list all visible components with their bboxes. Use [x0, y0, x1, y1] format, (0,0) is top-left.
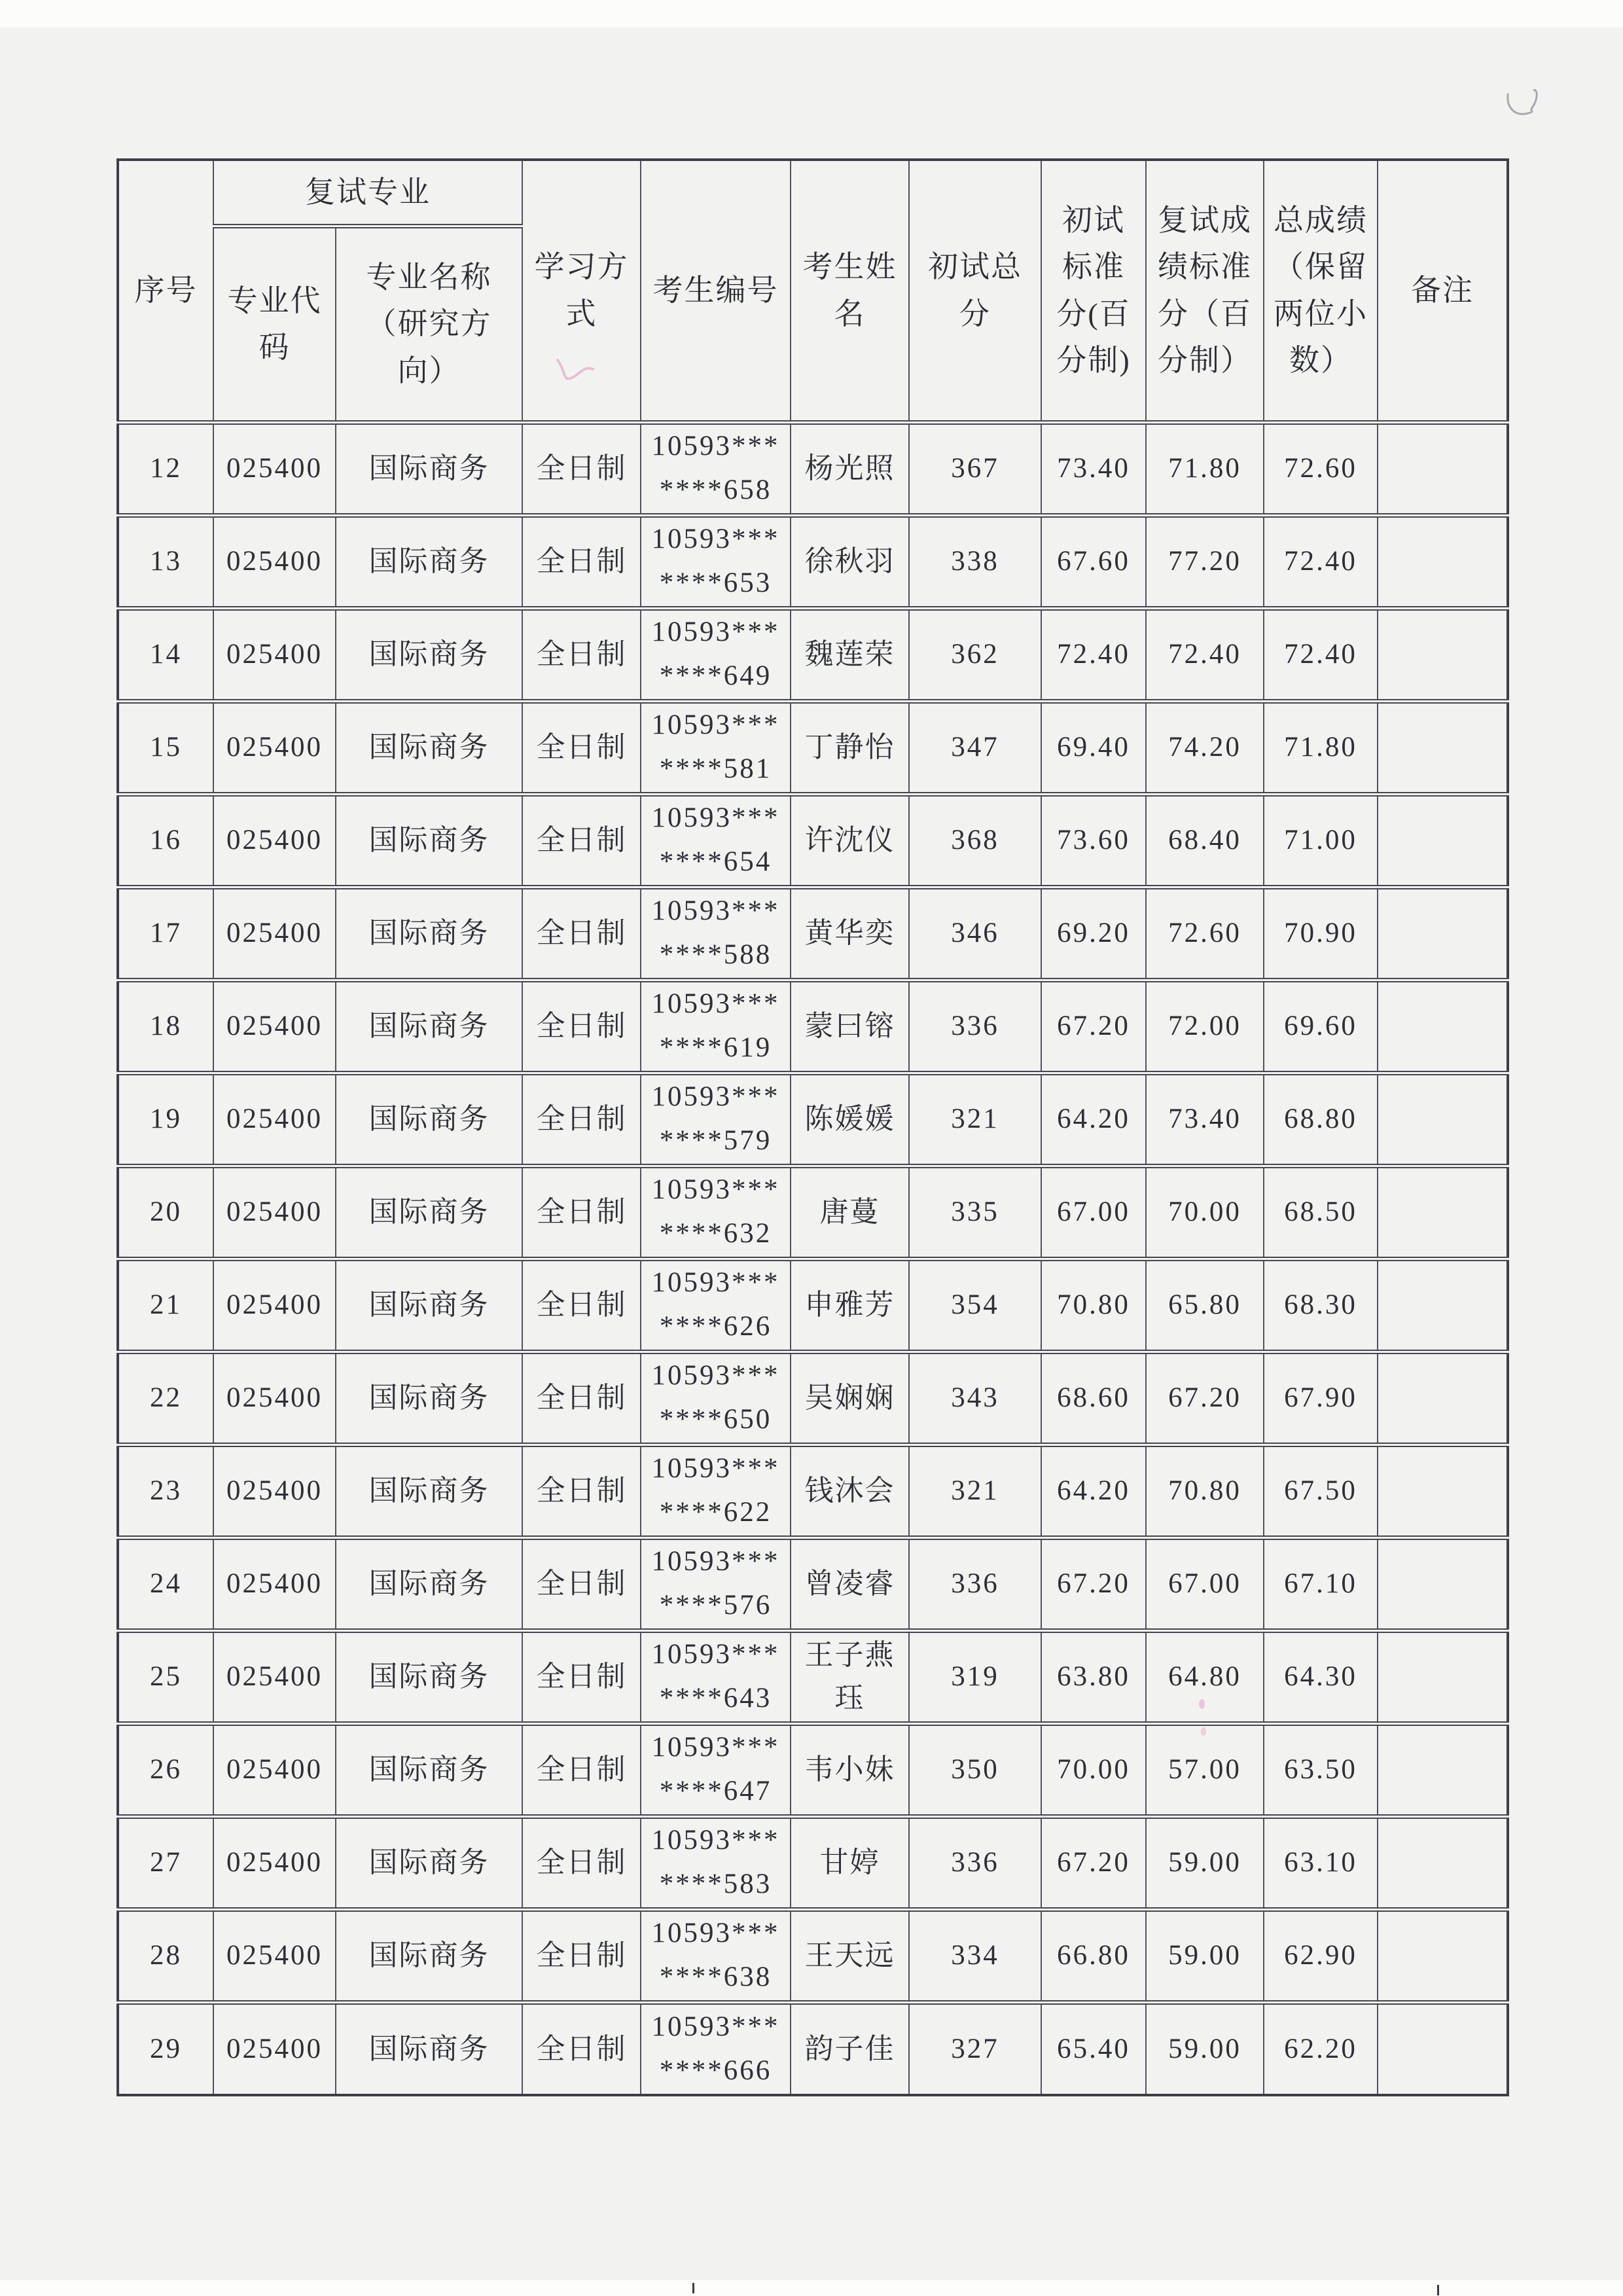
cell-total: 336	[909, 980, 1041, 1073]
header-remarks: 备注	[1378, 160, 1508, 422]
candidate-number-line2: ****654	[659, 846, 772, 877]
candidate-number-line1: 10593***	[651, 524, 780, 555]
cell-total: 346	[909, 887, 1041, 980]
cell-code: 025400	[213, 794, 336, 887]
cell-mode: 全日制	[522, 1166, 641, 1259]
header-retest-major-group: 复试专业	[213, 160, 522, 226]
candidate-number-line2: ****647	[659, 1776, 772, 1806]
cell-name: 吴娴娴	[791, 1352, 909, 1444]
cell-no: 26	[118, 1723, 213, 1816]
candidate-number-line2: ****643	[659, 1683, 772, 1713]
candidate-number-line1: 10593***	[651, 988, 780, 1020]
header-initial-standard-score: 初试标准分(百分制)	[1041, 160, 1146, 422]
cell-remark	[1378, 980, 1508, 1073]
cell-cand	[641, 1444, 791, 1537]
cell-std: 64.20	[1041, 1444, 1146, 1537]
cell-cand	[641, 422, 791, 515]
cell-remark	[1378, 1352, 1508, 1444]
cell-name: 蒙曰镕	[791, 980, 909, 1073]
cell-name: 徐秋羽	[791, 515, 909, 608]
candidate-number-line1: 10593***	[651, 802, 780, 834]
cell-final: 62.20	[1264, 2002, 1378, 2095]
header-final-score: 总成绩（保留两位小数）	[1264, 160, 1378, 422]
table-row	[118, 1444, 1508, 1537]
cell-retest: 68.40	[1146, 794, 1264, 887]
candidate-number-line2: ****653	[659, 567, 772, 598]
cell-retest: 71.80	[1146, 422, 1264, 515]
cell-final: 68.50	[1264, 1166, 1378, 1259]
cell-name: 杨光照	[791, 422, 909, 515]
cell-final: 62.90	[1264, 1909, 1378, 2002]
cell-total: 321	[909, 1444, 1041, 1537]
candidate-number-line2: ****632	[659, 1218, 772, 1249]
cell-std: 69.40	[1041, 701, 1146, 794]
cell-retest: 59.00	[1146, 1816, 1264, 1909]
scan-top-edge	[0, 0, 1623, 27]
cell-std: 67.20	[1041, 1537, 1146, 1630]
cell-code: 025400	[213, 1537, 336, 1630]
cell-mode: 全日制	[522, 1259, 641, 1352]
cell-retest: 72.00	[1146, 980, 1264, 1073]
table-row	[118, 1352, 1508, 1444]
cell-retest: 74.20	[1146, 701, 1264, 794]
cell-final: 71.00	[1264, 794, 1378, 887]
cell-code: 025400	[213, 2002, 336, 2095]
cell-no: 17	[118, 887, 213, 980]
cell-no: 21	[118, 1259, 213, 1352]
cell-name: 黄华奕	[791, 887, 909, 980]
cell-mode: 全日制	[522, 422, 641, 515]
cell-std: 67.00	[1041, 1166, 1146, 1259]
cell-remark	[1378, 701, 1508, 794]
cell-mode: 全日制	[522, 887, 641, 980]
cell-mode: 全日制	[522, 608, 641, 701]
cell-code: 025400	[213, 515, 336, 608]
cell-major: 国际商务	[336, 1444, 522, 1537]
cell-no: 14	[118, 608, 213, 701]
cell-remark	[1378, 1630, 1508, 1723]
cell-remark	[1378, 1909, 1508, 2002]
table-row	[118, 1816, 1508, 1909]
cell-name: 韦小妹	[791, 1723, 909, 1816]
cell-code: 025400	[213, 1352, 336, 1444]
cell-code: 025400	[213, 1723, 336, 1816]
header-major-name: 专业名称（研究方向）	[336, 226, 522, 422]
cell-total: 319	[909, 1630, 1041, 1723]
cell-final: 64.30	[1264, 1630, 1378, 1723]
cell-name: 王子燕珏	[791, 1630, 909, 1723]
cell-std: 68.60	[1041, 1352, 1146, 1444]
cell-retest: 59.00	[1146, 1909, 1264, 2002]
cell-remark	[1378, 1259, 1508, 1352]
cell-remark	[1378, 1816, 1508, 1909]
cell-code: 025400	[213, 1909, 336, 2002]
table-row	[118, 422, 1508, 515]
cell-std: 66.80	[1041, 1909, 1146, 2002]
cell-retest: 57.00	[1146, 1723, 1264, 1816]
table-row	[118, 1537, 1508, 1630]
candidate-number-line1: 10593***	[651, 1825, 780, 1856]
table-header	[118, 160, 1508, 422]
cell-total: 354	[909, 1259, 1041, 1352]
cell-major: 国际商务	[336, 701, 522, 794]
cell-cand	[641, 2002, 791, 2095]
cell-final: 63.50	[1264, 1723, 1378, 1816]
cell-mode: 全日制	[522, 515, 641, 608]
cell-total: 336	[909, 1537, 1041, 1630]
cell-no: 12	[118, 422, 213, 515]
cell-std: 73.60	[1041, 794, 1146, 887]
cell-mode: 全日制	[522, 1537, 641, 1630]
candidate-number-line1: 10593***	[651, 1732, 780, 1763]
candidate-number-line1: 10593***	[651, 1360, 780, 1391]
cell-name: 许沈仪	[791, 794, 909, 887]
table-row	[118, 794, 1508, 887]
cell-no: 19	[118, 1073, 213, 1166]
cell-cand	[641, 608, 791, 701]
cell-final: 68.30	[1264, 1259, 1378, 1352]
cell-remark	[1378, 1166, 1508, 1259]
cell-no: 23	[118, 1444, 213, 1537]
cell-remark	[1378, 2002, 1508, 2095]
cell-name: 申雅芳	[791, 1259, 909, 1352]
cell-mode: 全日制	[522, 1073, 641, 1166]
candidate-number-line1: 10593***	[651, 1546, 780, 1577]
cell-std: 73.40	[1041, 422, 1146, 515]
cell-final: 72.40	[1264, 608, 1378, 701]
cell-std: 67.20	[1041, 980, 1146, 1073]
cell-total: 343	[909, 1352, 1041, 1444]
candidate-number-line1: 10593***	[651, 617, 780, 648]
candidate-number-line2: ****658	[659, 475, 772, 505]
table-row	[118, 608, 1508, 701]
cell-std: 65.40	[1041, 2002, 1146, 2095]
header-candidate-name: 考生姓名	[791, 160, 909, 422]
table-row	[118, 1166, 1508, 1259]
cell-no: 13	[118, 515, 213, 608]
cell-total: 327	[909, 2002, 1041, 2095]
cell-std: 63.80	[1041, 1630, 1146, 1723]
cell-remark	[1378, 1537, 1508, 1630]
candidate-number-line1: 10593***	[651, 2011, 780, 2043]
cell-final: 71.80	[1264, 701, 1378, 794]
cell-remark	[1378, 1723, 1508, 1816]
cell-code: 025400	[213, 1444, 336, 1537]
cell-name: 韵子佳	[791, 2002, 909, 2095]
table-row	[118, 1723, 1508, 1816]
cell-final: 69.60	[1264, 980, 1378, 1073]
cell-final: 70.90	[1264, 887, 1378, 980]
score-table	[116, 158, 1509, 2096]
table-row	[118, 887, 1508, 980]
cell-std: 64.20	[1041, 1073, 1146, 1166]
cell-retest: 72.40	[1146, 608, 1264, 701]
cell-no: 18	[118, 980, 213, 1073]
cell-cand	[641, 1630, 791, 1723]
cell-mode: 全日制	[522, 1723, 641, 1816]
cell-std: 72.40	[1041, 608, 1146, 701]
cell-name: 魏莲荣	[791, 608, 909, 701]
cell-name: 陈媛媛	[791, 1073, 909, 1166]
cell-cand	[641, 1723, 791, 1816]
pen-mark-curve	[1503, 84, 1550, 127]
cell-std: 67.20	[1041, 1816, 1146, 1909]
cell-major: 国际商务	[336, 1259, 522, 1352]
scan-bottom-edge	[0, 2280, 1623, 2296]
cell-remark	[1378, 1444, 1508, 1537]
cell-remark	[1378, 887, 1508, 980]
cell-cand	[641, 1352, 791, 1444]
cell-mode: 全日制	[522, 1909, 641, 2002]
cell-name: 王天远	[791, 1909, 909, 2002]
table-row	[118, 980, 1508, 1073]
cell-retest: 70.80	[1146, 1444, 1264, 1537]
table-row	[118, 1909, 1508, 2002]
cell-retest: 64.80	[1146, 1630, 1264, 1723]
cell-code: 025400	[213, 1073, 336, 1166]
candidate-number-line1: 10593***	[651, 1174, 780, 1206]
header-major-code: 专业代码	[213, 226, 336, 422]
cell-mode: 全日制	[522, 1816, 641, 1909]
candidate-number-line2: ****626	[659, 1311, 772, 1342]
cell-major: 国际商务	[336, 1723, 522, 1816]
header-serial-number: 序号	[118, 160, 213, 422]
cell-code: 025400	[213, 1166, 336, 1259]
table-row	[118, 515, 1508, 608]
cell-cand	[641, 1259, 791, 1352]
cell-std: 67.60	[1041, 515, 1146, 608]
cell-mode: 全日制	[522, 1352, 641, 1444]
cell-total: 336	[909, 1816, 1041, 1909]
cell-retest: 70.00	[1146, 1166, 1264, 1259]
cell-remark	[1378, 422, 1508, 515]
cell-total: 368	[909, 794, 1041, 887]
cell-major: 国际商务	[336, 515, 522, 608]
cell-major: 国际商务	[336, 608, 522, 701]
cell-code: 025400	[213, 887, 336, 980]
candidate-number-line1: 10593***	[651, 895, 780, 927]
table-row	[118, 701, 1508, 794]
cell-total: 367	[909, 422, 1041, 515]
cell-mode: 全日制	[522, 1444, 641, 1537]
candidate-number-line2: ****576	[659, 1590, 772, 1621]
cell-major: 国际商务	[336, 794, 522, 887]
cell-major: 国际商务	[336, 1073, 522, 1166]
cell-name: 甘婷	[791, 1816, 909, 1909]
cell-retest: 73.40	[1146, 1073, 1264, 1166]
cell-total: 347	[909, 701, 1041, 794]
candidate-number-line2: ****666	[659, 2054, 772, 2086]
cell-total: 338	[909, 515, 1041, 608]
candidate-number-line2: ****638	[659, 1962, 772, 1992]
candidate-number-line2: ****622	[659, 1497, 772, 1528]
cell-final: 72.40	[1264, 515, 1378, 608]
cell-cand	[641, 1816, 791, 1909]
cell-final: 67.90	[1264, 1352, 1378, 1444]
cell-code: 025400	[213, 608, 336, 701]
cell-major: 国际商务	[336, 1166, 522, 1259]
cell-cand	[641, 1166, 791, 1259]
cell-total: 350	[909, 1723, 1041, 1816]
cell-final: 63.10	[1264, 1816, 1378, 1909]
cell-mode: 全日制	[522, 701, 641, 794]
cell-total: 362	[909, 608, 1041, 701]
cell-mode: 全日制	[522, 1630, 641, 1723]
cell-cand	[641, 1909, 791, 2002]
cell-major: 国际商务	[336, 887, 522, 980]
candidate-number-line1: 10593***	[651, 1081, 780, 1113]
candidate-number-line2: ****649	[659, 660, 772, 691]
cell-cand	[641, 515, 791, 608]
cell-remark	[1378, 1073, 1508, 1166]
cell-std: 69.20	[1041, 887, 1146, 980]
cell-remark	[1378, 794, 1508, 887]
cell-cand	[641, 1073, 791, 1166]
cell-code: 025400	[213, 1630, 336, 1723]
candidate-number-line1: 10593***	[651, 431, 780, 462]
cell-major: 国际商务	[336, 1352, 522, 1444]
candidate-number-line1: 10593***	[651, 1267, 780, 1299]
cell-cand	[641, 980, 791, 1073]
cell-code: 025400	[213, 422, 336, 515]
cell-retest: 77.20	[1146, 515, 1264, 608]
cell-no: 25	[118, 1630, 213, 1723]
cell-major: 国际商务	[336, 2002, 522, 2095]
cell-no: 24	[118, 1537, 213, 1630]
cell-mode: 全日制	[522, 794, 641, 887]
cell-cand	[641, 701, 791, 794]
cell-major: 国际商务	[336, 980, 522, 1073]
cell-remark	[1378, 608, 1508, 701]
cell-std: 70.00	[1041, 1723, 1146, 1816]
header-initial-total-score: 初试总分	[909, 160, 1041, 422]
cell-no: 28	[118, 1909, 213, 2002]
cell-name: 丁静怡	[791, 701, 909, 794]
cell-final: 72.60	[1264, 422, 1378, 515]
candidate-number-line1: 10593***	[651, 1639, 780, 1670]
cell-final: 67.10	[1264, 1537, 1378, 1630]
header-candidate-number: 考生编号	[641, 160, 791, 422]
cell-std: 70.80	[1041, 1259, 1146, 1352]
candidate-number-line2: ****588	[659, 939, 772, 970]
cell-code: 025400	[213, 1816, 336, 1909]
cell-no: 20	[118, 1166, 213, 1259]
cell-final: 68.80	[1264, 1073, 1378, 1166]
cell-no: 15	[118, 701, 213, 794]
cell-major: 国际商务	[336, 1630, 522, 1723]
candidate-number-line2: ****581	[659, 753, 772, 784]
cell-no: 22	[118, 1352, 213, 1444]
candidate-number-line2: ****583	[659, 1869, 772, 1899]
candidate-number-line2: ****650	[659, 1404, 772, 1435]
cell-retest: 72.60	[1146, 887, 1264, 980]
cell-code: 025400	[213, 1259, 336, 1352]
cell-major: 国际商务	[336, 1909, 522, 2002]
cell-name: 钱沐会	[791, 1444, 909, 1537]
cell-total: 335	[909, 1166, 1041, 1259]
cell-major: 国际商务	[336, 1816, 522, 1909]
cell-total: 334	[909, 1909, 1041, 2002]
cell-retest: 59.00	[1146, 2002, 1264, 2095]
cell-mode: 全日制	[522, 980, 641, 1073]
candidate-number-line1: 10593***	[651, 1918, 780, 1949]
cell-name: 唐蔓	[791, 1166, 909, 1259]
cell-code: 025400	[213, 980, 336, 1073]
candidate-number-line2: ****579	[659, 1125, 772, 1156]
header-retest-standard-score: 复试成绩标准分（百分制）	[1146, 160, 1264, 422]
header-study-mode: 学习方式	[522, 160, 641, 422]
cell-code: 025400	[213, 701, 336, 794]
candidate-number-line1: 10593***	[651, 1453, 780, 1484]
cell-total: 321	[909, 1073, 1041, 1166]
candidate-number-line1: 10593***	[651, 709, 780, 741]
cell-no: 16	[118, 794, 213, 887]
table-row	[118, 1073, 1508, 1166]
cell-no: 29	[118, 2002, 213, 2095]
cell-remark	[1378, 515, 1508, 608]
cell-major: 国际商务	[336, 1537, 522, 1630]
table-row	[118, 1630, 1508, 1723]
cell-mode: 全日制	[522, 2002, 641, 2095]
cell-final: 67.50	[1264, 1444, 1378, 1537]
cell-retest: 65.80	[1146, 1259, 1264, 1352]
cell-major: 国际商务	[336, 422, 522, 515]
cell-retest: 67.00	[1146, 1537, 1264, 1630]
cell-cand	[641, 887, 791, 980]
candidate-number-line2: ****619	[659, 1032, 772, 1063]
cell-name: 曾凌睿	[791, 1537, 909, 1630]
cell-cand	[641, 1537, 791, 1630]
table-row	[118, 2002, 1508, 2095]
cell-retest: 67.20	[1146, 1352, 1264, 1444]
table-row	[118, 1259, 1508, 1352]
cell-no: 27	[118, 1816, 213, 1909]
cell-cand	[641, 794, 791, 887]
results-tbody	[118, 422, 1508, 2095]
